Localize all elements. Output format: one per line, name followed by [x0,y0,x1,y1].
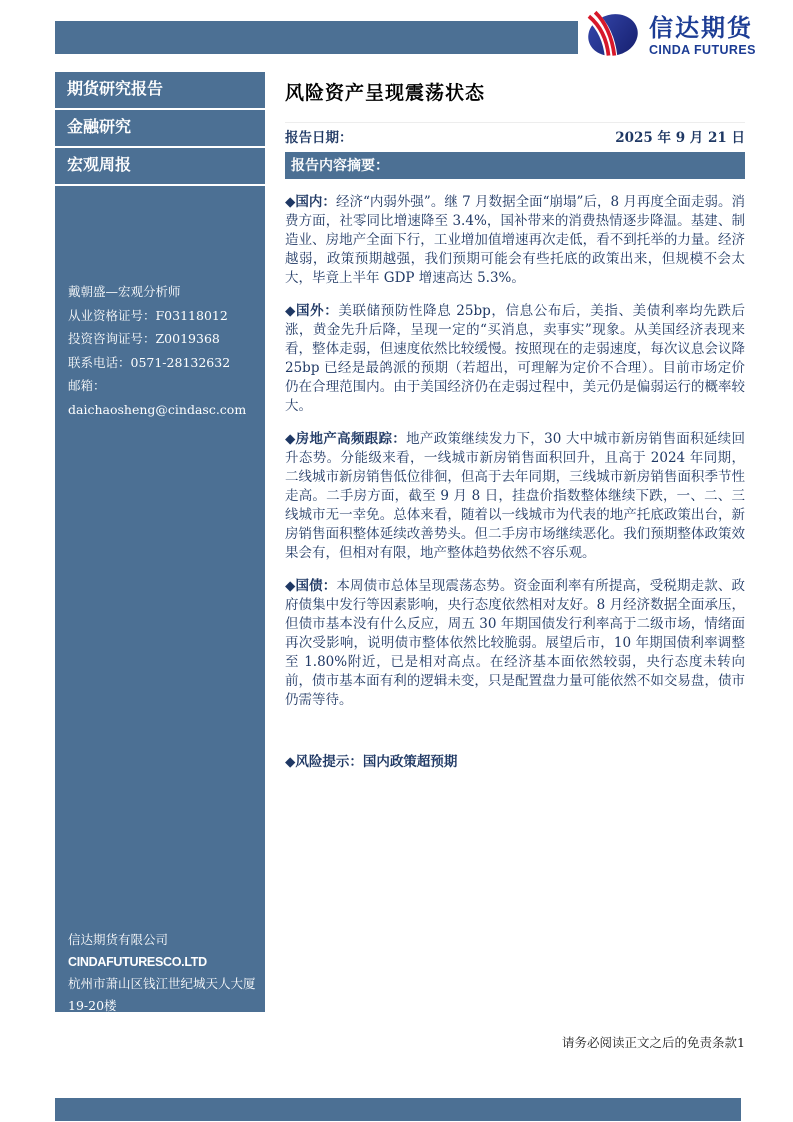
analyst-consulting-no: 投资咨询证号：Z0019368 [68,331,220,346]
logo-en-text: CINDA FUTURES [649,43,756,58]
company-address: 杭州市萧山区钱江世纪城天人大厦19-20楼 [68,976,256,1013]
sidebar-item-futures-research-report: 期货研究报告 [55,72,265,110]
company-name-cn: 信达期货有限公司 [68,932,169,947]
report-date-label: 报告日期： [285,130,353,146]
logo-cn-text: 信达期货 [649,15,753,43]
company-postcode: 邮编：311200 [68,1020,154,1035]
paragraph-lead: ◆房地产高频跟踪： [285,431,407,447]
top-banner [55,21,578,54]
risk-text: 国内政策超预期 [362,754,458,770]
risk-lead: ◆风险提示： [285,754,363,770]
analyst-info [68,280,259,421]
summary-paragraph-property [285,430,745,563]
paragraph-text: 经济“内弱外强”。继 7 月数据全面“崩塌”后，8 月再度全面走弱。消费方面，社零同比增速降至 3.4%，国补带来的消费热情逐步降温。基建、制造业、房地产全面下行，工业增加值增速再次走低，看不到托举的力量。经济越弱，政策预期越强，我们预期可能会有些托底的政策出来，但规模不会太大，毕竟上半年 GDP 增速高达 5.3%。 [285,194,745,286]
risk-note [285,750,745,770]
paragraph-text: 地产政策继续发力下，30 大中城市新房销售面积延续回升态势。分能级来看，一线城市新房销售面积回升，且高于 2024 年同期，二线城市新房销售低位徘徊，但高于去年同期，三线城市新房销售面积季节性走高。二手房方面，截至 9 月 8 日，挂盘价指数整体继续下跌，一、二、三线城市无一幸免。总体来看，随着以一线城市为代表的地产托底政策出台，新房销售面积整体延续改善势头。但二手房市场继续恶化。我们预期整体政策效果会有，但相对有限，地产整体趋势依然不容乐观。 [285,431,745,561]
summary-paragraph-domestic [285,193,745,288]
logo-mark-icon [586,10,640,64]
paragraph-text: 本周债市总体呈现震荡态势。资金面利率有所提高，受税期走款、政府债集中发行等因素影响，央行态度依然相对友好。8 月经济数据全面承压，但债市基本没有什么反应，周五 30 年期国债发行利率高于二级市场，情绪面再次受影响，说明债市整体依然比较脆弱。展望后市，10 年期国债利率调整至 1.80%附近，已是相对高点。在经济基本面依然较弱，央行态度未转向前，债市基本面有利的逻辑未变，只是配置盘力量可能依然不如交易盘，债市仍需等待。 [285,578,746,708]
summary-paragraph-bonds [285,577,745,710]
analyst-qualification-no: 从业资格证号：F03118012 [68,307,228,323]
summary-header-bar: 报告内容摘要： [285,152,745,179]
company-info [68,929,259,1039]
footer-disclaimer: 请务必阅读正文之后的免责条款1 [562,1035,745,1050]
company-name-en: CINDAFUTURESCO.LTD [68,955,207,969]
summary-paragraph-overseas [285,302,745,416]
analyst-name: 戴朝盛—宏观分析师 [68,284,181,299]
report-date-value: 2025 年 9 月 21 日 [615,130,745,146]
analyst-phone: 联系电话：0571-28132632 [68,354,231,370]
sidebar-item-financial-research: 金融研究 [55,110,265,148]
sidebar-item-macro-weekly: 宏观周报 [55,148,265,186]
analyst-email: 邮箱：daichaosheng@cindasc.com [68,378,247,417]
paragraph-text: 美联储预防性降息 25bp，信息公布后，美指、美债利率均先跌后涨，黄金先升后降，呈现一定的“买消息，卖事实”现象。从美国经济表现来看，整体走弱，但速度依然比较缓慢。按照现在的走弱速度，每次议息会议降 25bp 已经是最鸽派的预期（若超出，可理解为定价不合理）。目前市场定价仍在合理范围内。由于美国经济仍在走弱过程中，美元仍是偏弱运行的概率较大。 [285,303,745,414]
paragraph-lead: ◆国内： [285,194,336,210]
paragraph-lead: ◆国债： [285,578,337,594]
report-date-row [285,122,745,146]
bottom-banner [55,1098,741,1121]
page-title: 风险资产呈现震荡状态 [285,83,486,104]
paragraph-lead: ◆国外： [285,303,339,319]
report-content [285,78,745,770]
sidebar [55,72,265,1035]
cinda-logo [586,10,756,64]
